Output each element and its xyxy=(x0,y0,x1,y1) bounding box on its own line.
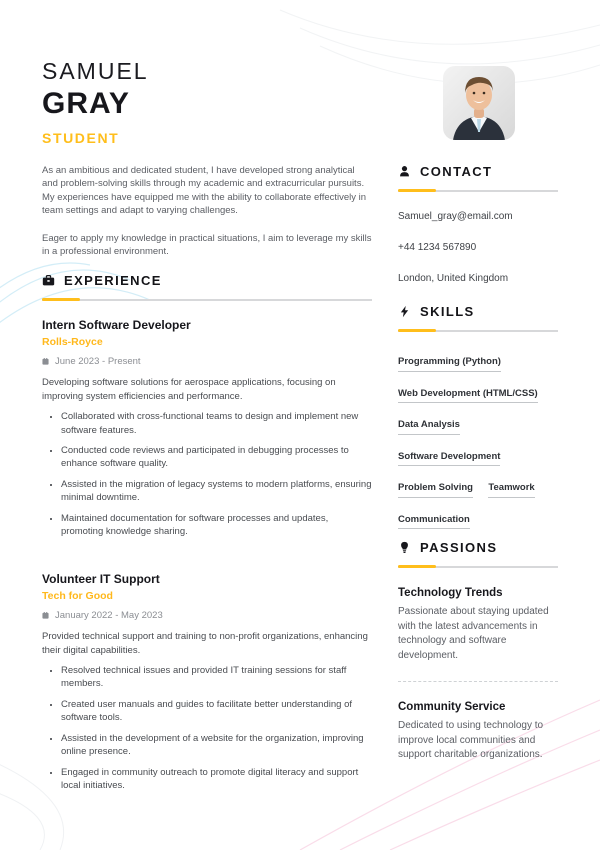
skills-header xyxy=(398,304,558,319)
left-column xyxy=(42,164,372,799)
divider-accent xyxy=(398,189,436,192)
job-bullet-list xyxy=(42,410,372,537)
passion-entry xyxy=(398,701,558,763)
job-entry xyxy=(42,318,372,538)
summary-paragraph: As an ambitious and dedicated student, I have developed strong analytical and problem-solving skills through my academic and extracurricular pursuits. My experiences have equipped me with the ability to collaborate effectively in team settings and adapt to varying challenges. xyxy=(42,165,367,217)
passion-title: Community Service xyxy=(398,701,506,713)
role-title: STUDENT xyxy=(42,130,120,146)
experience-section xyxy=(42,273,372,792)
job-bullet: • Created user manuals and guides to facilitate better understanding of software tools. xyxy=(61,698,372,724)
experience-heading: EXPERIENCE xyxy=(64,272,162,288)
passion-separator xyxy=(398,681,558,682)
summary-section xyxy=(42,164,372,259)
job-dates-row xyxy=(42,356,372,367)
person-icon xyxy=(398,165,411,178)
calendar-icon xyxy=(42,358,49,365)
job-bullet: • Collaborated with cross-functional teams to design and implement new software features. xyxy=(61,410,372,436)
passion-items xyxy=(398,587,558,763)
job-bullet: • Maintained documentation for software processes and updates, promoting knowledge sharing. xyxy=(61,512,372,538)
experience-header xyxy=(42,273,372,288)
skill-item: Communication xyxy=(398,514,470,530)
lightbulb-icon xyxy=(398,541,411,554)
skill-item: Web Development (HTML/CSS) xyxy=(398,388,538,404)
section-divider xyxy=(42,298,372,301)
briefcase-icon xyxy=(42,274,55,287)
job-dates-row xyxy=(42,610,372,621)
passion-description: Dedicated to using technology to improve local communities and support charitable organizations. xyxy=(398,720,544,760)
contact-location: London, United Kingdom xyxy=(398,273,509,284)
skills-heading: SKILLS xyxy=(420,304,475,319)
right-column xyxy=(398,164,558,763)
job-company: Tech for Good xyxy=(42,589,113,602)
skill-item: Data Analysis xyxy=(398,419,460,435)
skill-item: Teamwork xyxy=(488,482,534,498)
divider-accent xyxy=(42,298,80,301)
skills-section xyxy=(398,304,558,540)
passion-description: Passionate about staying updated with the latest advancements in technology and software development. xyxy=(398,606,549,661)
job-bullet: • Assisted in the migration of legacy systems to modern platforms, ensuring minimal downtime. xyxy=(61,478,372,504)
skill-item: Software Development xyxy=(398,451,500,467)
job-bullet: • Resolved technical issues and provided IT training sessions for staff members. xyxy=(61,664,372,690)
first-name: SAMUEL xyxy=(42,58,149,84)
passions-heading: PASSIONS xyxy=(420,540,498,555)
job-bullet: • Engaged in community outreach to promote digital literacy and support local initiatives. xyxy=(61,766,372,792)
calendar-icon xyxy=(42,612,49,619)
summary-paragraph: Eager to apply my knowledge in practical situations, I aim to leverage my skills in a professional environment. xyxy=(42,232,372,258)
job-title: Volunteer IT Support xyxy=(42,571,160,586)
job-entry xyxy=(42,572,372,792)
job-bullet: • Conducted code reviews and participated in debugging processes to enhance software quality. xyxy=(61,444,372,470)
section-divider xyxy=(398,565,558,568)
job-company: Rolls-Royce xyxy=(42,335,103,348)
avatar-illustration xyxy=(443,66,515,140)
passion-title: Technology Trends xyxy=(398,587,503,599)
contact-rows xyxy=(398,211,558,284)
skill-item: Problem Solving xyxy=(398,482,473,498)
passion-entry xyxy=(398,587,558,663)
job-description: Provided technical support and training to non-profit organizations, enhancing their digital capabilities. xyxy=(42,630,368,656)
profile-photo xyxy=(443,66,515,140)
divider-line xyxy=(42,299,372,301)
last-name: GRAY xyxy=(42,87,130,120)
contact-section xyxy=(398,164,558,284)
contact-phone: +44 1234 567890 xyxy=(398,242,477,253)
job-dates: June 2023 - Present xyxy=(55,355,141,367)
lightning-icon xyxy=(398,305,411,318)
contact-header xyxy=(398,164,558,179)
skill-list xyxy=(398,351,558,540)
divider-accent xyxy=(398,329,436,332)
passions-section xyxy=(398,540,558,763)
job-bullet: • Assisted in the development of a website for the organization, improving online presence. xyxy=(61,732,372,758)
contact-email: Samuel_gray@email.com xyxy=(398,211,513,222)
passions-header xyxy=(398,540,558,555)
divider-accent xyxy=(398,565,436,568)
job-bullet-list xyxy=(42,664,372,791)
skill-item: Programming (Python) xyxy=(398,356,501,372)
section-divider xyxy=(398,189,558,192)
job-title: Intern Software Developer xyxy=(42,317,191,332)
section-divider xyxy=(398,329,558,332)
job-description: Developing software solutions for aerospace applications, focusing on improving system efficiencies and performance. xyxy=(42,376,336,402)
contact-heading: CONTACT xyxy=(420,164,493,179)
header-name-block xyxy=(42,58,149,146)
job-dates: January 2022 - May 2023 xyxy=(55,609,163,621)
